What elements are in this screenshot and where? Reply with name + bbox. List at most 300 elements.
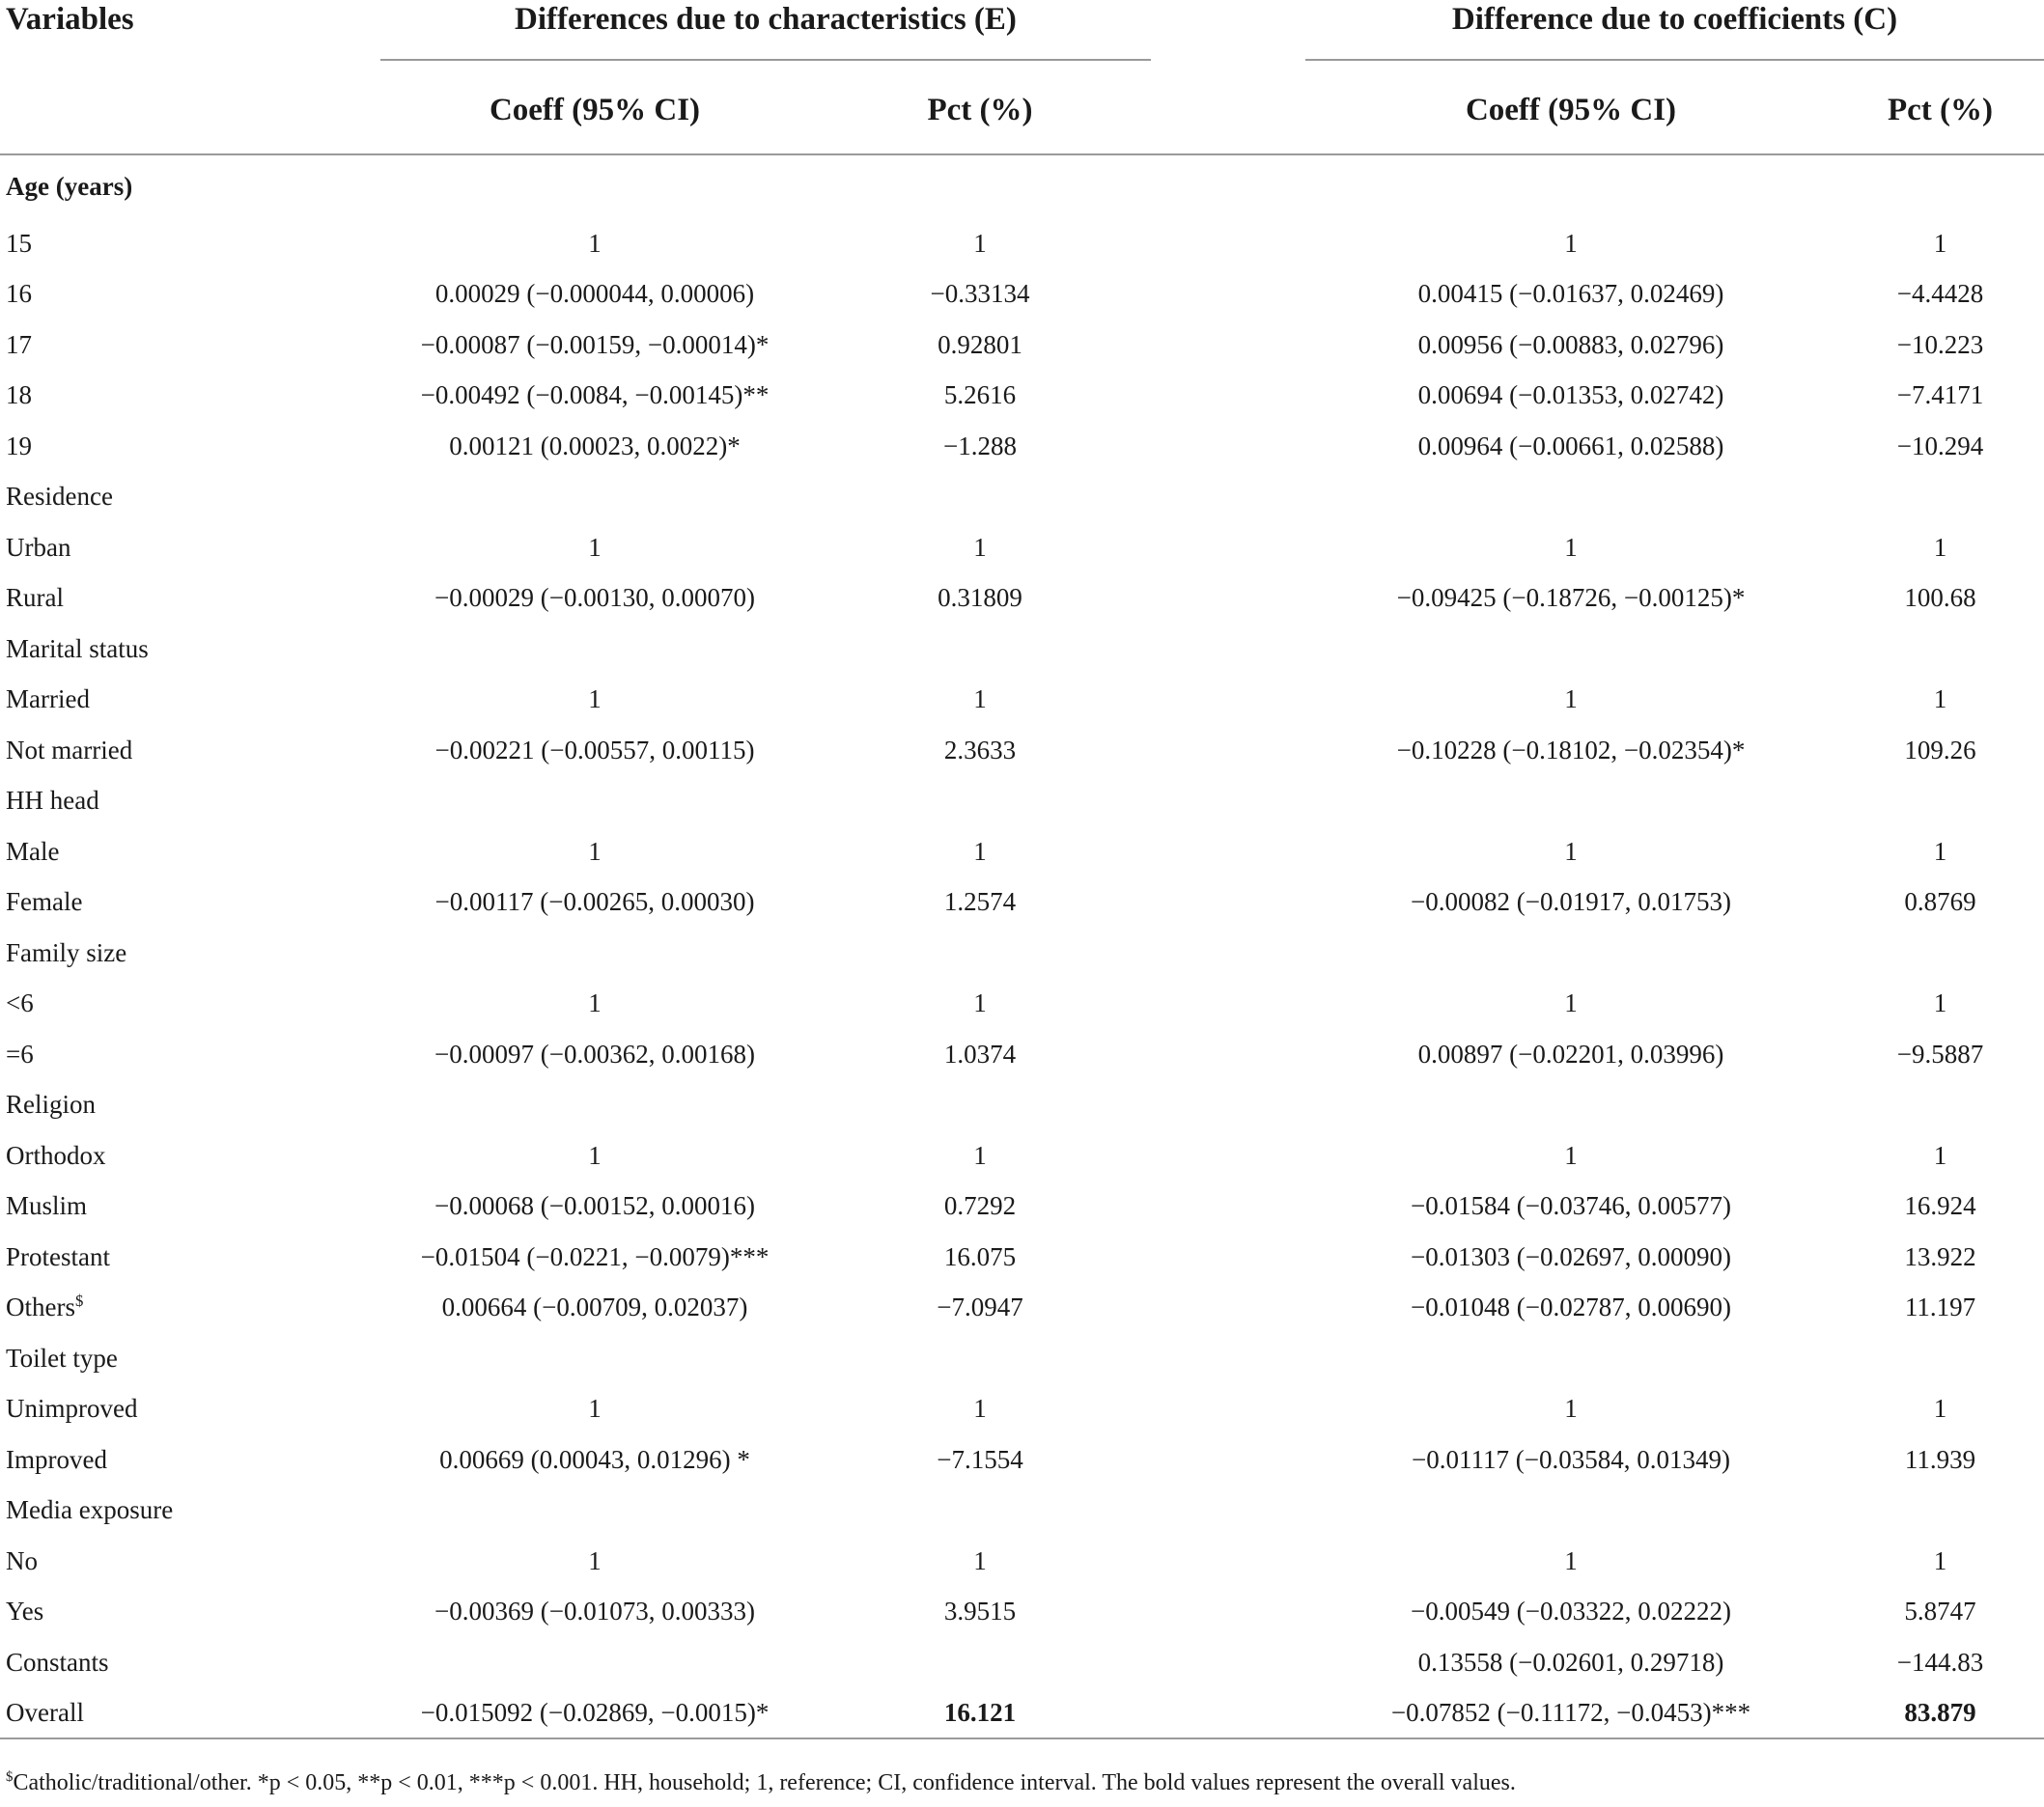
row-label-text: <6 [6, 988, 34, 1018]
coeff-e-cell [380, 154, 809, 218]
coeff-c-cell [1305, 1232, 1836, 1283]
coeff-e-cell [380, 725, 809, 776]
coeff-c-cell [1305, 472, 1836, 523]
pct-e-cell-text: 1 [973, 684, 987, 714]
coeff-e-cell [380, 1384, 809, 1435]
table-row [0, 826, 2044, 877]
coeff-c-cell-text: 1 [1564, 836, 1578, 866]
row-label-text: Muslim [6, 1191, 88, 1221]
pct-e-cell [809, 421, 1151, 472]
row-label-text: Overall [6, 1697, 84, 1727]
row-label-text: Residence [6, 482, 113, 512]
pct-e-cell-text: 1 [973, 1140, 987, 1170]
row-label-text: Family size [6, 937, 127, 967]
pct-c-cell [1836, 826, 2044, 877]
coeff-e-cell-text: 1 [588, 988, 602, 1018]
row-label-text: Female [6, 887, 83, 917]
coeff-e-cell [380, 1182, 809, 1233]
coeff-c-cell [1305, 1080, 1836, 1131]
coeff-c-cell-text: 0.00964 (−0.00661, 0.02588) [1417, 431, 1724, 460]
pct-c-cell [1836, 1637, 2044, 1688]
coeff-e-cell [380, 522, 809, 573]
row-label [0, 421, 380, 472]
pct-c-cell [1836, 624, 2044, 675]
coeff-e-cell [380, 776, 809, 827]
row-label [0, 675, 380, 726]
coeff-e-cell [380, 218, 809, 269]
pct-e-cell-text: 5.2616 [943, 380, 1017, 410]
row-label-text: Unimproved [6, 1394, 138, 1424]
coeff-c-cell-text: −0.10228 (−0.18102, −0.02354)* [1396, 735, 1746, 764]
coeff-e-cell-text: 1 [588, 684, 602, 714]
row-label [0, 1434, 380, 1486]
coeff-e-cell [380, 472, 809, 523]
pct-e-cell-text: −0.33134 [930, 279, 1030, 309]
row-label-text: Religion [6, 1090, 96, 1120]
coeff-e-cell [380, 320, 809, 371]
pct-e-cell [809, 573, 1151, 625]
pct-e-cell-text: −7.1554 [937, 1444, 1023, 1474]
pct-c-cell [1836, 1182, 2044, 1233]
coeff-c-cell-text: −0.07852 (−0.11172, −0.0453)*** [1390, 1697, 1751, 1727]
coeff-e-cell-text: 0.00669 (0.00043, 0.01296) * [439, 1444, 750, 1474]
coeff-c-cell-text: −0.01048 (−0.02787, 0.00690) [1411, 1293, 1731, 1322]
header-coeff-e: Coeff (95% CI) [489, 93, 701, 127]
header-variables: Variables [6, 2, 134, 37]
coeff-e-cell [380, 1688, 809, 1739]
coeff-c-cell [1305, 675, 1836, 726]
row-label [0, 1333, 380, 1384]
coeff-c-cell-text: −0.01303 (−0.02697, 0.00090) [1411, 1241, 1731, 1271]
coeff-c-cell [1305, 1637, 1836, 1688]
pct-e-cell-text: 1 [973, 836, 987, 866]
coeff-c-cell [1305, 573, 1836, 625]
table-row [0, 320, 2044, 371]
row-label [0, 1232, 380, 1283]
coeff-e-cell-text: 1 [588, 228, 602, 258]
coeff-e-cell-text: −0.00117 (−0.00265, 0.00030) [434, 887, 755, 917]
table-row [0, 1029, 2044, 1080]
coeff-e-cell [380, 928, 809, 979]
coeff-e-cell [380, 1587, 809, 1638]
coeff-c-cell [1305, 1536, 1836, 1587]
coeff-c-cell [1305, 1587, 1836, 1638]
coeff-c-cell [1305, 218, 1836, 269]
row-label-text: Yes [6, 1597, 44, 1626]
coeff-e-cell [380, 1434, 809, 1486]
pct-e-cell [809, 1637, 1151, 1688]
coeff-c-cell [1305, 776, 1836, 827]
pct-e-cell [809, 371, 1151, 422]
header-group-c: Difference due to coefficients (C) [1451, 2, 1898, 37]
coeff-c-cell-text: 1 [1564, 532, 1578, 562]
pct-e-cell-text: 16.121 [943, 1697, 1017, 1727]
table-row [0, 522, 2044, 573]
coeff-e-cell [380, 1130, 809, 1182]
pct-c-cell-text: 1 [1933, 532, 1947, 562]
pct-e-cell [809, 1434, 1151, 1486]
row-label-text: Age (years) [6, 172, 133, 201]
row-label-text: 18 [6, 380, 32, 410]
coeff-c-cell-text: 0.00897 (−0.02201, 0.03996) [1417, 1039, 1724, 1069]
pct-e-cell-text: 1.0374 [943, 1039, 1017, 1069]
pct-e-cell-text: 0.7292 [943, 1191, 1017, 1221]
pct-c-cell [1836, 1130, 2044, 1182]
table-row [0, 725, 2044, 776]
coeff-c-cell-text: 0.13558 (−0.02601, 0.29718) [1417, 1647, 1724, 1677]
row-label [0, 1283, 380, 1334]
pct-c-cell [1836, 1080, 2044, 1131]
table-row [0, 269, 2044, 320]
table-footnote [6, 1770, 1516, 1796]
table-row [0, 1688, 2044, 1739]
pct-c-cell-text: 1 [1933, 684, 1947, 714]
coeff-e-cell [380, 371, 809, 422]
coeff-c-cell-text: −0.09425 (−0.18726, −0.00125)* [1396, 583, 1746, 613]
pct-e-cell [809, 1130, 1151, 1182]
pct-e-cell [809, 1587, 1151, 1638]
coeff-c-cell [1305, 1486, 1836, 1537]
pct-c-cell [1836, 1384, 2044, 1435]
coeff-c-cell [1305, 1283, 1836, 1334]
row-label [0, 877, 380, 929]
row-label-text: Protestant [6, 1241, 110, 1271]
coeff-c-cell-text: −0.01117 (−0.03584, 0.01349) [1412, 1444, 1730, 1474]
pct-e-cell [809, 624, 1151, 675]
coeff-c-cell [1305, 877, 1836, 929]
pct-e-cell-text: 0.31809 [938, 583, 1022, 613]
coeff-e-cell-text: −0.015092 (−0.02869, −0.0015)* [420, 1697, 770, 1727]
row-label [0, 1384, 380, 1435]
pct-c-cell [1836, 1486, 2044, 1537]
coeff-c-cell [1305, 979, 1836, 1030]
row-label [0, 624, 380, 675]
pct-e-cell [809, 1688, 1151, 1739]
pct-c-cell [1836, 1232, 2044, 1283]
table-row [0, 979, 2044, 1030]
coeff-c-cell [1305, 522, 1836, 573]
table-row [0, 1486, 2044, 1537]
header-group-e: Differences due to characteristics (E) [515, 2, 1017, 37]
coeff-e-cell-text: −0.00087 (−0.00159, −0.00014)* [420, 329, 770, 359]
pct-e-cell-text: 1 [973, 228, 987, 258]
coeff-c-cell-text: 1 [1564, 1394, 1578, 1424]
coeff-c-cell [1305, 928, 1836, 979]
pct-c-cell [1836, 928, 2044, 979]
coeff-e-cell-text: −0.01504 (−0.0221, −0.0079)*** [420, 1241, 770, 1271]
pct-c-cell-text: 109.26 [1904, 735, 1976, 764]
table-body [0, 154, 2044, 1738]
pct-e-cell [809, 218, 1151, 269]
table-row [0, 776, 2044, 827]
pct-c-cell-text: −7.4171 [1896, 380, 1984, 410]
coeff-e-cell [380, 624, 809, 675]
coeff-e-cell [380, 877, 809, 929]
pct-c-cell [1836, 1434, 2044, 1486]
coeff-e-cell [380, 979, 809, 1030]
coeff-e-cell-text: 0.00664 (−0.00709, 0.02037) [441, 1293, 748, 1322]
pct-c-cell [1836, 421, 2044, 472]
row-label [0, 1688, 380, 1739]
table-row [0, 218, 2044, 269]
pct-c-cell [1836, 979, 2044, 1030]
table-header [0, 0, 2044, 154]
coeff-e-cell [380, 1486, 809, 1537]
pct-c-cell [1836, 154, 2044, 218]
coeff-c-cell-text: 1 [1564, 228, 1578, 258]
coeff-e-cell-text: −0.00068 (−0.00152, 0.00016) [434, 1191, 755, 1221]
coeff-e-cell [380, 826, 809, 877]
row-label [0, 725, 380, 776]
pct-e-cell [809, 1029, 1151, 1080]
table-row [0, 472, 2044, 523]
row-label-text: Others [6, 1293, 75, 1322]
row-label-text: Toilet type [6, 1343, 118, 1373]
coeff-c-cell-text: −0.01584 (−0.03746, 0.00577) [1411, 1191, 1731, 1221]
row-label-text: HH head [6, 786, 99, 816]
row-label [0, 472, 380, 523]
pct-c-cell [1836, 675, 2044, 726]
coeff-e-cell-text: −0.00369 (−0.01073, 0.00333) [434, 1597, 755, 1626]
table-row [0, 1333, 2044, 1384]
coeff-e-cell-text: 1 [588, 836, 602, 866]
row-label-text: Not married [6, 735, 133, 764]
pct-e-cell [809, 877, 1151, 929]
pct-e-cell-text: 1 [973, 532, 987, 562]
coeff-c-cell [1305, 1688, 1836, 1739]
table-row [0, 1637, 2044, 1688]
coeff-c-cell [1305, 320, 1836, 371]
pct-e-cell [809, 1333, 1151, 1384]
coeff-e-cell [380, 1283, 809, 1334]
pct-e-cell-text: 0.92801 [938, 329, 1022, 359]
coeff-e-cell [380, 269, 809, 320]
pct-c-cell [1836, 269, 2044, 320]
coeff-e-cell-text: 1 [588, 1545, 602, 1575]
table-row [0, 1283, 2044, 1334]
pct-c-cell [1836, 1587, 2044, 1638]
row-label [0, 1080, 380, 1131]
pct-c-cell [1836, 877, 2044, 929]
row-label [0, 218, 380, 269]
row-label-text: Orthodox [6, 1140, 106, 1170]
pct-e-cell-text: 1 [973, 1394, 987, 1424]
coeff-c-cell-text: 0.00956 (−0.00883, 0.02796) [1417, 329, 1724, 359]
pct-c-cell [1836, 371, 2044, 422]
header-coeff-c: Coeff (95% CI) [1465, 93, 1677, 127]
pct-c-cell [1836, 218, 2044, 269]
row-label [0, 1536, 380, 1587]
coeff-c-cell [1305, 1182, 1836, 1233]
coeff-e-cell-text: 1 [588, 532, 602, 562]
coeff-e-cell [380, 1536, 809, 1587]
coeff-e-cell [380, 675, 809, 726]
pct-c-cell [1836, 1688, 2044, 1739]
coeff-e-cell-text: 0.00029 (−0.000044, 0.00006) [434, 279, 755, 309]
pct-e-cell [809, 1080, 1151, 1131]
table-row [0, 421, 2044, 472]
row-label-text: Media exposure [6, 1495, 174, 1525]
coeff-e-cell-text: −0.00492 (−0.0084, −0.00145)** [420, 380, 770, 410]
table-row [0, 675, 2044, 726]
row-label-text: Constants [6, 1647, 109, 1677]
pct-c-cell [1836, 1333, 2044, 1384]
row-label [0, 1486, 380, 1537]
pct-e-cell [809, 979, 1151, 1030]
table-row [0, 1232, 2044, 1283]
table-row [0, 371, 2044, 422]
table-row [0, 1536, 2044, 1587]
coeff-c-cell-text: −0.00082 (−0.01917, 0.01753) [1411, 887, 1731, 917]
pct-c-cell-text: 1 [1933, 1140, 1947, 1170]
coeff-e-cell-text: −0.00097 (−0.00362, 0.00168) [434, 1039, 755, 1069]
table-row [0, 877, 2044, 929]
coeff-c-cell [1305, 1029, 1836, 1080]
table-row [0, 1587, 2044, 1638]
coeff-c-cell-text: 1 [1564, 988, 1578, 1018]
table-row [0, 1182, 2044, 1233]
table-row [0, 1080, 2044, 1131]
row-label-text: No [6, 1545, 38, 1575]
pct-c-cell-text: 83.879 [1904, 1697, 1976, 1727]
coeff-e-cell [380, 1333, 809, 1384]
coeff-e-cell-text: 0.00121 (0.00023, 0.0022)* [449, 431, 741, 460]
pct-e-cell [809, 1536, 1151, 1587]
pct-c-cell-text: −10.294 [1896, 431, 1984, 460]
pct-e-cell [809, 269, 1151, 320]
pct-c-cell [1836, 522, 2044, 573]
coeff-c-cell [1305, 1384, 1836, 1435]
row-label [0, 320, 380, 371]
coeff-e-cell-text: −0.00029 (−0.00130, 0.00070) [434, 583, 755, 613]
pct-e-cell [809, 776, 1151, 827]
row-label-text: 16 [6, 279, 32, 309]
pct-c-cell [1836, 725, 2044, 776]
pct-c-cell-text: −10.223 [1896, 329, 1984, 359]
row-label-text: Improved [6, 1444, 107, 1474]
pct-e-cell [809, 472, 1151, 523]
pct-e-cell [809, 675, 1151, 726]
pct-e-cell [809, 1384, 1151, 1435]
row-label-text: Urban [6, 532, 71, 562]
row-label [0, 522, 380, 573]
row-label [0, 1029, 380, 1080]
footnote-text: Catholic/traditional/other. *p < 0.05, **p < 0.01, ***p < 0.001. HH, household; 1, reference; CI, confidence interval. The bold values represent the overall values. [13, 1770, 1516, 1795]
coeff-c-cell-text: 1 [1564, 684, 1578, 714]
coeff-e-cell-text: 1 [588, 1140, 602, 1170]
pct-c-cell [1836, 320, 2044, 371]
pct-c-cell-text: 1 [1933, 1545, 1947, 1575]
table-row [0, 624, 2044, 675]
pct-e-cell [809, 1182, 1151, 1233]
pct-c-cell [1836, 472, 2044, 523]
table-row [0, 154, 2044, 218]
coeff-c-cell-text: 1 [1564, 1545, 1578, 1575]
pct-c-cell [1836, 1536, 2044, 1587]
pct-e-cell-text: −7.0947 [937, 1293, 1023, 1322]
row-label-text: Rural [6, 583, 64, 613]
coeff-c-cell [1305, 269, 1836, 320]
row-label [0, 979, 380, 1030]
header-pct-e: Pct (%) [927, 93, 1033, 127]
header-pct-c: Pct (%) [1887, 93, 1994, 127]
pct-e-cell [809, 1486, 1151, 1537]
coeff-e-cell [380, 421, 809, 472]
pct-e-cell-text: 1.2574 [943, 887, 1017, 917]
pct-e-cell-text: −1.288 [943, 431, 1017, 460]
row-label [0, 776, 380, 827]
row-label [0, 269, 380, 320]
coeff-e-cell-text: 1 [588, 1394, 602, 1424]
coeff-c-cell-text: 1 [1564, 1140, 1578, 1170]
table-row [0, 1434, 2044, 1486]
pct-c-cell [1836, 1283, 2044, 1334]
pct-e-cell [809, 725, 1151, 776]
pct-c-cell-text: 11.939 [1904, 1444, 1976, 1474]
pct-c-cell-text: 1 [1933, 836, 1947, 866]
coeff-c-cell-text: −0.00549 (−0.03322, 0.02222) [1411, 1597, 1731, 1626]
pct-c-cell-text: −4.4428 [1896, 279, 1984, 309]
row-label [0, 1130, 380, 1182]
coeff-c-cell-text: 0.00694 (−0.01353, 0.02742) [1417, 380, 1724, 410]
pct-c-cell-text: 16.924 [1904, 1191, 1976, 1221]
pct-e-cell [809, 320, 1151, 371]
coeff-e-cell-text: −0.00221 (−0.00557, 0.00115) [434, 735, 755, 764]
coeff-c-cell [1305, 154, 1836, 218]
pct-e-cell [809, 1283, 1151, 1334]
coeff-e-cell [380, 1232, 809, 1283]
label-footnote-marker: $ [74, 1292, 84, 1311]
pct-e-cell [809, 928, 1151, 979]
row-label-text: 17 [6, 329, 32, 359]
pct-c-cell-text: −9.5887 [1896, 1039, 1984, 1069]
table-row [0, 573, 2044, 625]
pct-e-cell-text: 1 [973, 988, 987, 1018]
row-label-text: Married [6, 684, 90, 714]
pct-e-cell [809, 826, 1151, 877]
pct-e-cell [809, 154, 1151, 218]
footnote-marker: $ [6, 1769, 14, 1785]
pct-c-cell [1836, 1029, 2044, 1080]
row-label [0, 1637, 380, 1688]
coeff-c-cell [1305, 725, 1836, 776]
row-label [0, 154, 380, 218]
pct-c-cell-text: 5.8747 [1904, 1597, 1976, 1626]
pct-e-cell-text: 3.9515 [943, 1597, 1017, 1626]
row-label [0, 826, 380, 877]
coeff-c-cell [1305, 371, 1836, 422]
pct-c-cell-text: 1 [1933, 228, 1947, 258]
pct-c-cell [1836, 573, 2044, 625]
table-row [0, 928, 2044, 979]
row-label-text: 19 [6, 431, 32, 460]
pct-c-cell-text: 13.922 [1904, 1241, 1976, 1271]
row-label [0, 1182, 380, 1233]
pct-c-cell-text: 0.8769 [1904, 887, 1976, 917]
pct-e-cell [809, 522, 1151, 573]
pct-c-cell-text: 100.68 [1904, 583, 1976, 613]
pct-c-cell-text: 1 [1933, 1394, 1947, 1424]
pct-c-cell-text: −144.83 [1896, 1647, 1984, 1677]
coeff-e-cell [380, 1080, 809, 1131]
pct-c-cell [1836, 776, 2044, 827]
coeff-c-cell [1305, 1333, 1836, 1384]
coeff-c-cell [1305, 624, 1836, 675]
pct-e-cell-text: 1 [973, 1545, 987, 1575]
coeff-c-cell [1305, 826, 1836, 877]
pct-c-cell-text: 1 [1933, 988, 1947, 1018]
coeff-c-cell [1305, 1434, 1836, 1486]
